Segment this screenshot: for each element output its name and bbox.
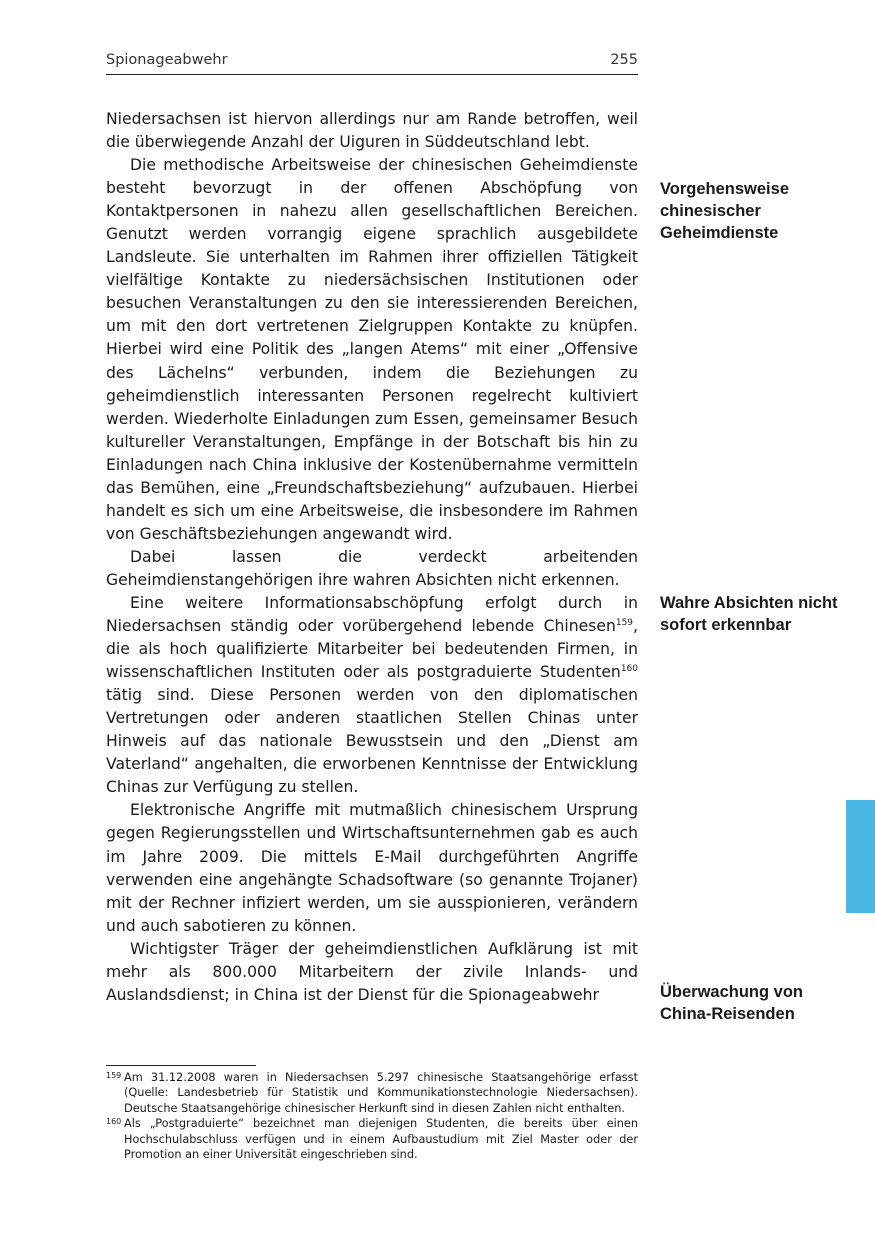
paragraph-text: tätig sind. Diese Personen werden von den diplomatischen Vertretungen oder anderen staatlichen Stellen Chinas unter Hinweis auf das nationale Bewusstsein und den „Dienst am Vaterland“ angehalten, die erworbenen Kenntnisse der Entwicklung Chinas zur Verfügung zu stellen. bbox=[106, 686, 638, 797]
page-number: 255 bbox=[610, 52, 638, 68]
paragraph: Dabei lassen die verdeckt arbeitenden Geheimdienstangehörigen ihre wahren Absichten nicht erkennen. bbox=[106, 547, 638, 589]
footnote-text: Als „Postgraduierte“ bezeichnet man diejenigen Studenten, die bereits über einen Hochschulabschluss verfügen und in einem Aufbaustudium mit Ziel Master oder der Promotion an einer Universität eingeschrieben sind. bbox=[124, 1117, 638, 1162]
paragraph: Die methodische Arbeitsweise der chinesischen Geheimdienste besteht bevorzugt in der offenen Abschöpfung von Kontaktpersonen in nahezu allen gesellschaftlichen Bereichen. Genutzt werden vorrangig eigene sprachlich ausgebildete Landsleute. Sie unterhalten im Rahmen ihrer offiziellen Tätigkeit vielfältige Kontakte zu niedersächsischen Institutionen oder besuchen Veranstaltungen zu den sie interessierenden Bereichen, um mit den dort vertretenen Zielgruppen Kontakte zu knüpfen. Hierbei wird eine Politik des „langen Atems“ mit einer „Offensive des Lächelns“ verbunden, indem die Beziehungen zu geheimdienstlich interessanten Personen regelrecht kultiviert werden. Wiederholte Einladungen zum Essen, gemeinsamer Besuch kultureller Veranstaltungen, Empfänge in der Botschaft bis hin zu Einladungen nach China inklusive der Kostenübernahme vermitteln das Bemühen, eine „Freundschaftsbeziehung“ aufzubauen. Hierbei handelt es sich um eine Arbeitsweise, die insbesondere im Rahmen von Geschäftsbeziehungen angewandt wird. bbox=[106, 156, 638, 543]
margin-note: Überwachung von China-Reisenden bbox=[660, 983, 804, 1023]
paragraph-text: , die als hoch qualifizierte Mitarbeiter bei bedeutenden Firmen, in wissenschaftlichen Instituten oder als postgraduierte Studenten bbox=[106, 617, 638, 682]
footnote-number: 159 bbox=[106, 1071, 122, 1080]
paragraph bbox=[106, 592, 638, 799]
footnote-ref-159[interactable]: 159 bbox=[615, 618, 634, 629]
footnote-divider bbox=[106, 1065, 256, 1066]
paragraph-text: Eine weitere Informationsabschöpfung erfolgt durch in Niedersachsen ständig oder vorübergehend lebende Chinesen bbox=[106, 593, 638, 636]
margin-note: Vorgehensweise chinesischer Geheimdienste bbox=[660, 180, 789, 242]
paragraph: Niedersachsen ist hiervon allerdings nur am Rande betroffen, weil die überwiegende Anzahl der Uiguren in Süddeutschland lebt. bbox=[106, 110, 638, 152]
main-text bbox=[106, 108, 638, 1007]
margin-note: Wahre Absichten nicht sofort erkennbar bbox=[660, 594, 838, 634]
footnote-ref-160[interactable]: 160 bbox=[620, 664, 638, 675]
footnotes bbox=[106, 1070, 638, 1162]
chapter-thumb-tab bbox=[846, 800, 875, 913]
section-title: Spionageabwehr bbox=[106, 52, 228, 68]
paragraph: Elektronische Angriffe mit mutmaßlich chinesischem Ursprung gegen Regierungsstellen und Wirtschaftsunternehmen gab es auch im Jahre 2009. Die mittels E-Mail durchgeführten Angriffe verwenden eine angehängte Schadsoftware (so genannte Trojaner) mit der Rechner infiziert werden, um sie ausspionieren, verändern und auch sabotieren zu können. bbox=[106, 801, 638, 935]
footnote-text: Am 31.12.2008 waren in Niedersachsen 5.297 chinesische Staatsangehörige erfasst (Quelle: Landesbetrieb für Statistik und Kommunikationstechnologie Niedersachsen). Deutsche Staatsangehörige chinesischer Herkunft sind in diesen Zahlen nicht enthalten. bbox=[124, 1071, 638, 1115]
paragraph: Wichtigster Träger der geheimdienstlichen Aufklärung ist mit mehr als 800.000 Mitarbeitern der zivile Inlands- und Auslandsdienst; in China ist der Dienst für die Spionageabwehr bbox=[106, 939, 638, 1004]
running-header bbox=[106, 50, 638, 75]
footnote-number: 160 bbox=[106, 1117, 122, 1127]
footnote-item bbox=[106, 1070, 638, 1116]
footnote-item bbox=[106, 1116, 638, 1162]
